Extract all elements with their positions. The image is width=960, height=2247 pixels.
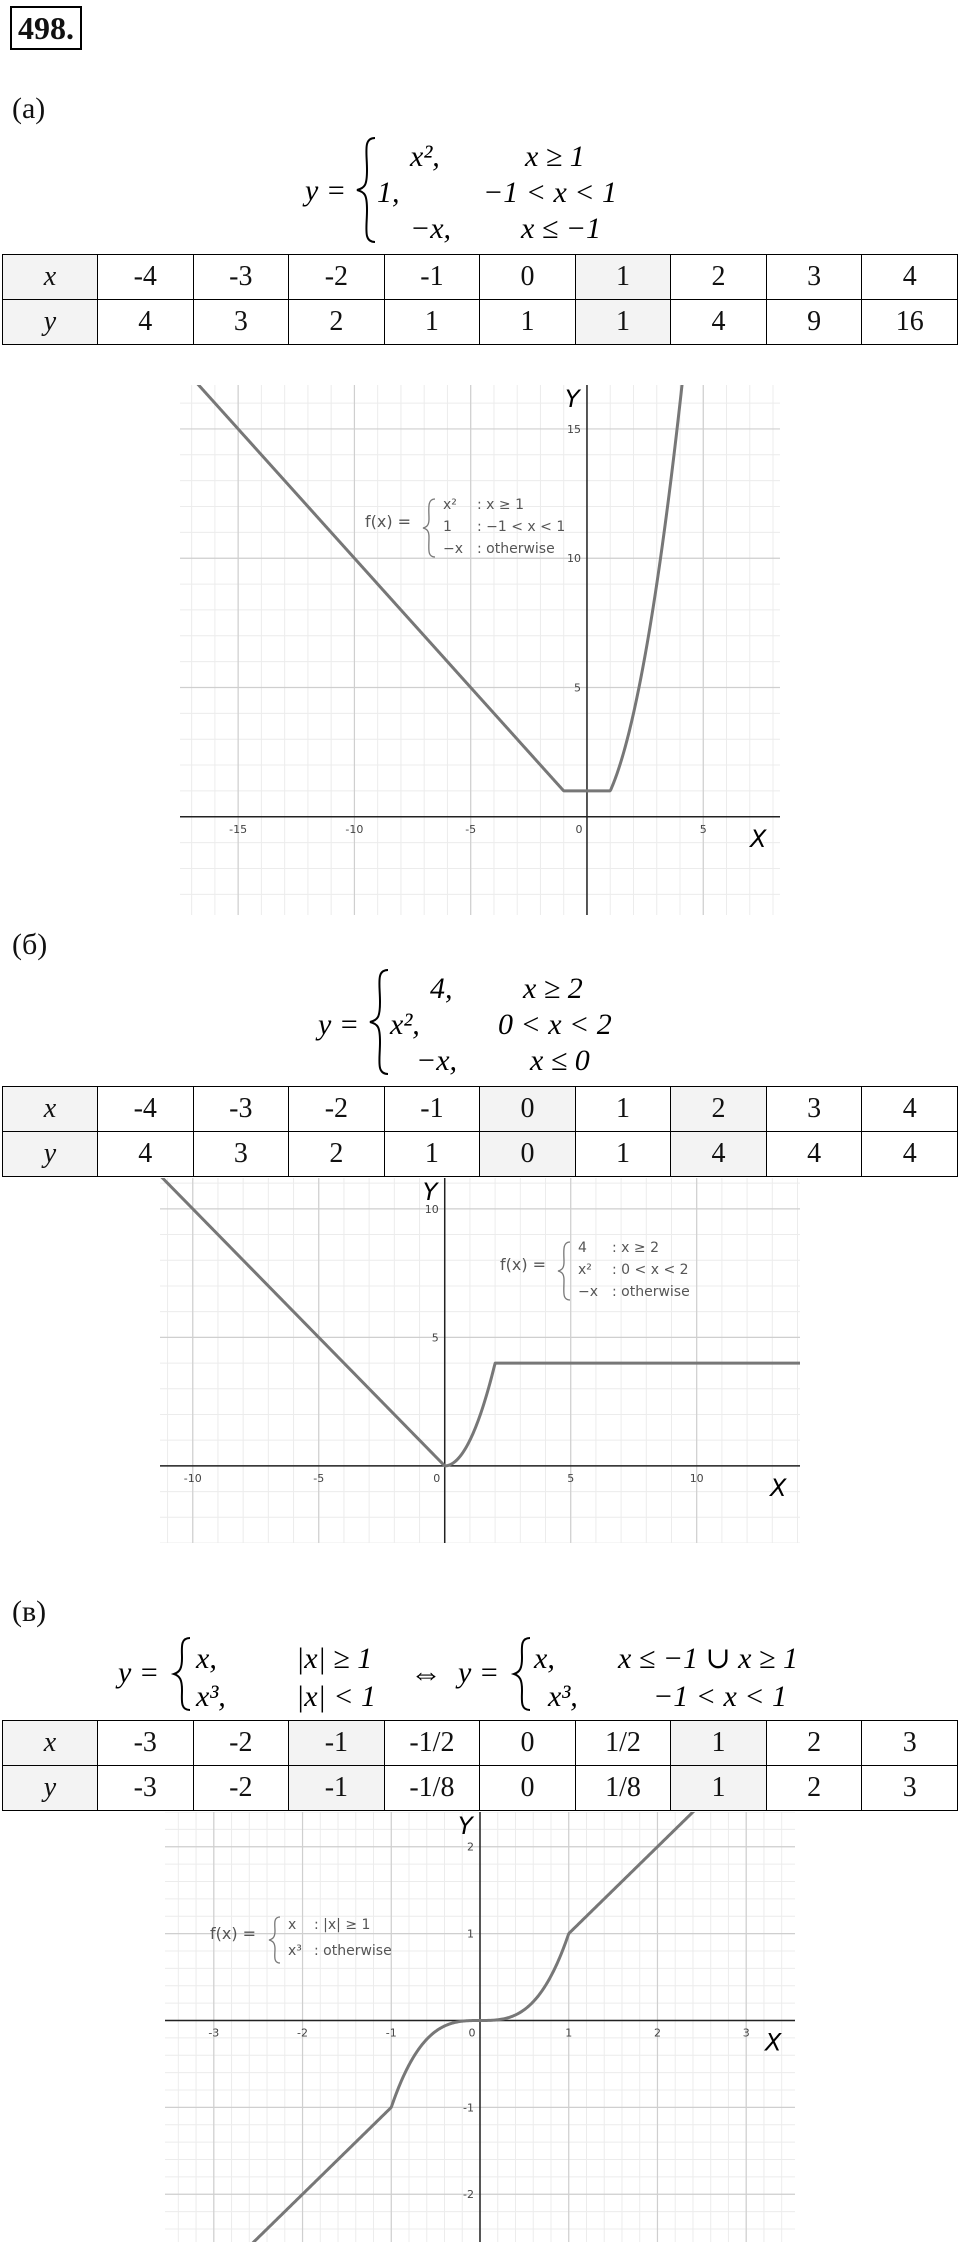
legend-cond: : −1 < x < 1 <box>477 519 566 535</box>
case-expr: −x, <box>416 1044 458 1077</box>
formula-lhs: y = <box>458 1656 500 1689</box>
y-tick-label: 5 <box>573 681 581 695</box>
legend-expr: −x <box>443 541 464 557</box>
x-tick-label: -1 <box>385 2026 397 2040</box>
table-cell: 4 <box>671 300 767 345</box>
table-cell: -1 <box>289 1721 385 1766</box>
table-cell: -1 <box>289 1766 385 1811</box>
table-cell: 4 <box>862 1132 958 1177</box>
table-cell: 1/8 <box>575 1766 671 1811</box>
y-tick-label: 5 <box>431 1331 439 1345</box>
table-row-x <box>3 1087 958 1132</box>
graph-legend <box>365 497 565 557</box>
x-tick-label: 5 <box>567 1471 575 1485</box>
legend-expr: x² <box>578 1262 592 1278</box>
table-cell: -1 <box>384 1087 480 1132</box>
part-b-formula <box>318 962 678 1090</box>
table-cell: 0 <box>480 1766 576 1811</box>
formula-lhs: y = <box>305 174 347 207</box>
table-header-x: x <box>3 1721 98 1766</box>
table-cell: 4 <box>862 1087 958 1132</box>
legend-expr: x <box>288 1917 297 1933</box>
part-b-graph <box>160 1178 800 1548</box>
table-cell: -3 <box>98 1721 194 1766</box>
case-cond: |x| ≥ 1 <box>296 1642 373 1675</box>
x-tick-label: 10 <box>689 1471 704 1485</box>
case-cond: −1 < x < 1 <box>653 1680 788 1713</box>
y-tick-label: 2 <box>467 1840 474 1854</box>
table-cell: 1 <box>384 300 480 345</box>
formula-lhs: y = <box>318 1008 360 1041</box>
x-tick-label: -5 <box>313 1471 325 1485</box>
table-cell: 0 <box>480 1087 576 1132</box>
part-a-table <box>2 254 958 345</box>
part-b-formula-svg <box>318 962 678 1082</box>
part-a-graph-svg <box>180 385 780 915</box>
y-tick-label: 10 <box>566 552 581 566</box>
table-cell: 2 <box>766 1721 862 1766</box>
table-cell: 1 <box>384 1132 480 1177</box>
table-cell: 16 <box>862 300 958 345</box>
table-cell: 4 <box>98 300 194 345</box>
legend-cond: : |x| ≥ 1 <box>314 1917 371 1933</box>
x-tick-label: 3 <box>742 2026 750 2040</box>
formula-brace <box>357 138 375 242</box>
table-cell: 0 <box>480 1721 576 1766</box>
legend-expr: 4 <box>578 1240 587 1256</box>
table-cell: 1 <box>575 1132 671 1177</box>
table-cell: 9 <box>766 300 862 345</box>
part-a-formula-svg <box>305 130 665 250</box>
part-c-formula-svg <box>118 1632 858 1712</box>
table-cell: 3 <box>862 1721 958 1766</box>
table-cell: 3 <box>766 255 862 300</box>
table-row-y <box>3 1132 958 1177</box>
table-cell: 4 <box>98 1132 194 1177</box>
table-cell: 1 <box>575 300 671 345</box>
table-row-y <box>3 300 958 345</box>
problem-number: 498. <box>10 6 82 50</box>
x-tick-label: 1 <box>565 2026 573 2040</box>
case-cond: x ≥ 1 <box>525 140 585 173</box>
table-header-x: x <box>3 255 98 300</box>
x-tick-label: 2 <box>653 2026 661 2040</box>
x-tick-label: -3 <box>208 2026 220 2040</box>
case-cond: x ≥ 2 <box>523 972 583 1005</box>
part-c-table <box>2 1720 958 1811</box>
part-a-label: (а) <box>12 92 46 125</box>
table-row-x <box>3 255 958 300</box>
table-cell: 2 <box>766 1766 862 1811</box>
table-cell: -2 <box>193 1766 289 1811</box>
table-cell: -3 <box>193 1087 289 1132</box>
y-tick-label: 1 <box>467 1927 474 1941</box>
graph-legend <box>500 1240 690 1300</box>
table-cell: -4 <box>98 255 194 300</box>
table-cell: 1 <box>671 1766 767 1811</box>
table-header-y: y <box>3 300 98 345</box>
part-c-graph-svg <box>165 1812 795 2242</box>
x-axis-label: X <box>765 2028 782 2057</box>
table-cell: -2 <box>289 1087 385 1132</box>
case-expr: x², <box>390 1008 420 1041</box>
table-cell: 1 <box>575 1087 671 1132</box>
part-b-table <box>2 1086 958 1177</box>
legend-cond: : otherwise <box>477 541 555 557</box>
table-row-x <box>3 1721 958 1766</box>
part-c-formula <box>118 1632 858 1720</box>
table-cell: 1 <box>480 300 576 345</box>
function-curve <box>160 1178 800 1466</box>
y-axis-label: Y <box>458 1812 473 1840</box>
table-cell: -1/8 <box>384 1766 480 1811</box>
x-tick-label: -5 <box>465 822 477 836</box>
table-cell: -2 <box>193 1721 289 1766</box>
case-expr: x, <box>196 1642 217 1675</box>
case-cond: −1 < x < 1 <box>483 176 618 209</box>
legend-cond: : x ≥ 2 <box>612 1240 659 1256</box>
table-cell: 4 <box>671 1132 767 1177</box>
table-cell: 2 <box>289 1132 385 1177</box>
x-tick-label: 5 <box>699 822 707 836</box>
case-cond: x ≤ −1 <box>521 212 602 245</box>
part-a-graph <box>180 385 780 920</box>
case-expr: 1, <box>377 176 400 209</box>
x-tick-label: -15 <box>229 822 248 836</box>
part-c-graph <box>165 1812 795 2247</box>
table-cell: 2 <box>671 255 767 300</box>
table-cell: 2 <box>289 300 385 345</box>
case-expr: −x, <box>410 212 452 245</box>
x-tick-label: 0 <box>468 2026 476 2040</box>
table-cell: -2 <box>289 255 385 300</box>
table-header-y: y <box>3 1766 98 1811</box>
table-cell: -3 <box>193 255 289 300</box>
table-cell: 3 <box>862 1766 958 1811</box>
y-tick-label: 10 <box>424 1202 439 1216</box>
legend-cond: : otherwise <box>314 1943 392 1959</box>
x-tick-label: -2 <box>297 2026 309 2040</box>
case-expr: x³, <box>196 1680 226 1713</box>
legend-lhs: f(x) = <box>365 512 412 531</box>
legend-expr: x³ <box>288 1943 302 1959</box>
table-cell: 1 <box>575 255 671 300</box>
legend-cond: : otherwise <box>612 1284 690 1300</box>
case-expr: x, <box>534 1642 555 1675</box>
case-expr: x², <box>410 140 440 173</box>
y-axis-label: Y <box>564 385 580 413</box>
table-cell: 1 <box>671 1721 767 1766</box>
x-tick-label: 0 <box>575 822 583 836</box>
part-b-label: (б) <box>12 928 48 961</box>
table-cell: -1 <box>384 255 480 300</box>
legend-cond: : 0 < x < 2 <box>612 1262 689 1278</box>
table-cell: 0 <box>480 1132 576 1177</box>
part-c-label: (в) <box>12 1595 47 1628</box>
table-cell: 3 <box>766 1087 862 1132</box>
legend-lhs: f(x) = <box>500 1255 547 1274</box>
table-header-y: y <box>3 1132 98 1177</box>
table-cell: -4 <box>98 1087 194 1132</box>
y-axis-label: Y <box>422 1178 438 1206</box>
x-tick-label: -10 <box>345 822 364 836</box>
legend-expr: −x <box>578 1284 599 1300</box>
legend-expr: x² <box>443 497 457 513</box>
table-cell: 3 <box>193 300 289 345</box>
case-cond: x ≤ 0 <box>530 1044 590 1077</box>
formula-lhs: y = <box>118 1656 160 1689</box>
table-header-x: x <box>3 1087 98 1132</box>
x-axis-label: X <box>770 1473 787 1502</box>
table-cell: 4 <box>862 255 958 300</box>
x-tick-label: 0 <box>433 1471 441 1485</box>
table-cell: -3 <box>98 1766 194 1811</box>
part-a-formula <box>305 130 665 258</box>
legend-lhs: f(x) = <box>210 1924 257 1943</box>
y-tick-label: -2 <box>463 2188 474 2202</box>
case-cond: 0 < x < 2 <box>498 1008 612 1041</box>
table-cell: 1/2 <box>575 1721 671 1766</box>
table-cell: 3 <box>193 1132 289 1177</box>
table-cell: 0 <box>480 255 576 300</box>
case-expr: 4, <box>430 972 453 1005</box>
table-cell: 4 <box>766 1132 862 1177</box>
table-cell: -1/2 <box>384 1721 480 1766</box>
case-cond: x ≤ −1 ∪ x ≥ 1 <box>618 1642 798 1675</box>
y-tick-label: -1 <box>463 2101 474 2115</box>
legend-cond: : x ≥ 1 <box>477 497 524 513</box>
x-tick-label: -10 <box>183 1471 202 1485</box>
part-b-graph-svg <box>160 1178 800 1543</box>
case-expr: x³, <box>548 1680 578 1713</box>
graph-legend <box>210 1917 392 1963</box>
table-cell: 2 <box>671 1087 767 1132</box>
function-curve <box>180 385 687 791</box>
y-tick-label: 15 <box>566 422 581 436</box>
table-row-y <box>3 1766 958 1811</box>
equiv-symbol: ⇔ <box>410 1655 442 1691</box>
case-cond: |x| < 1 <box>296 1680 377 1713</box>
legend-expr: 1 <box>443 519 452 535</box>
x-axis-label: X <box>750 824 767 853</box>
